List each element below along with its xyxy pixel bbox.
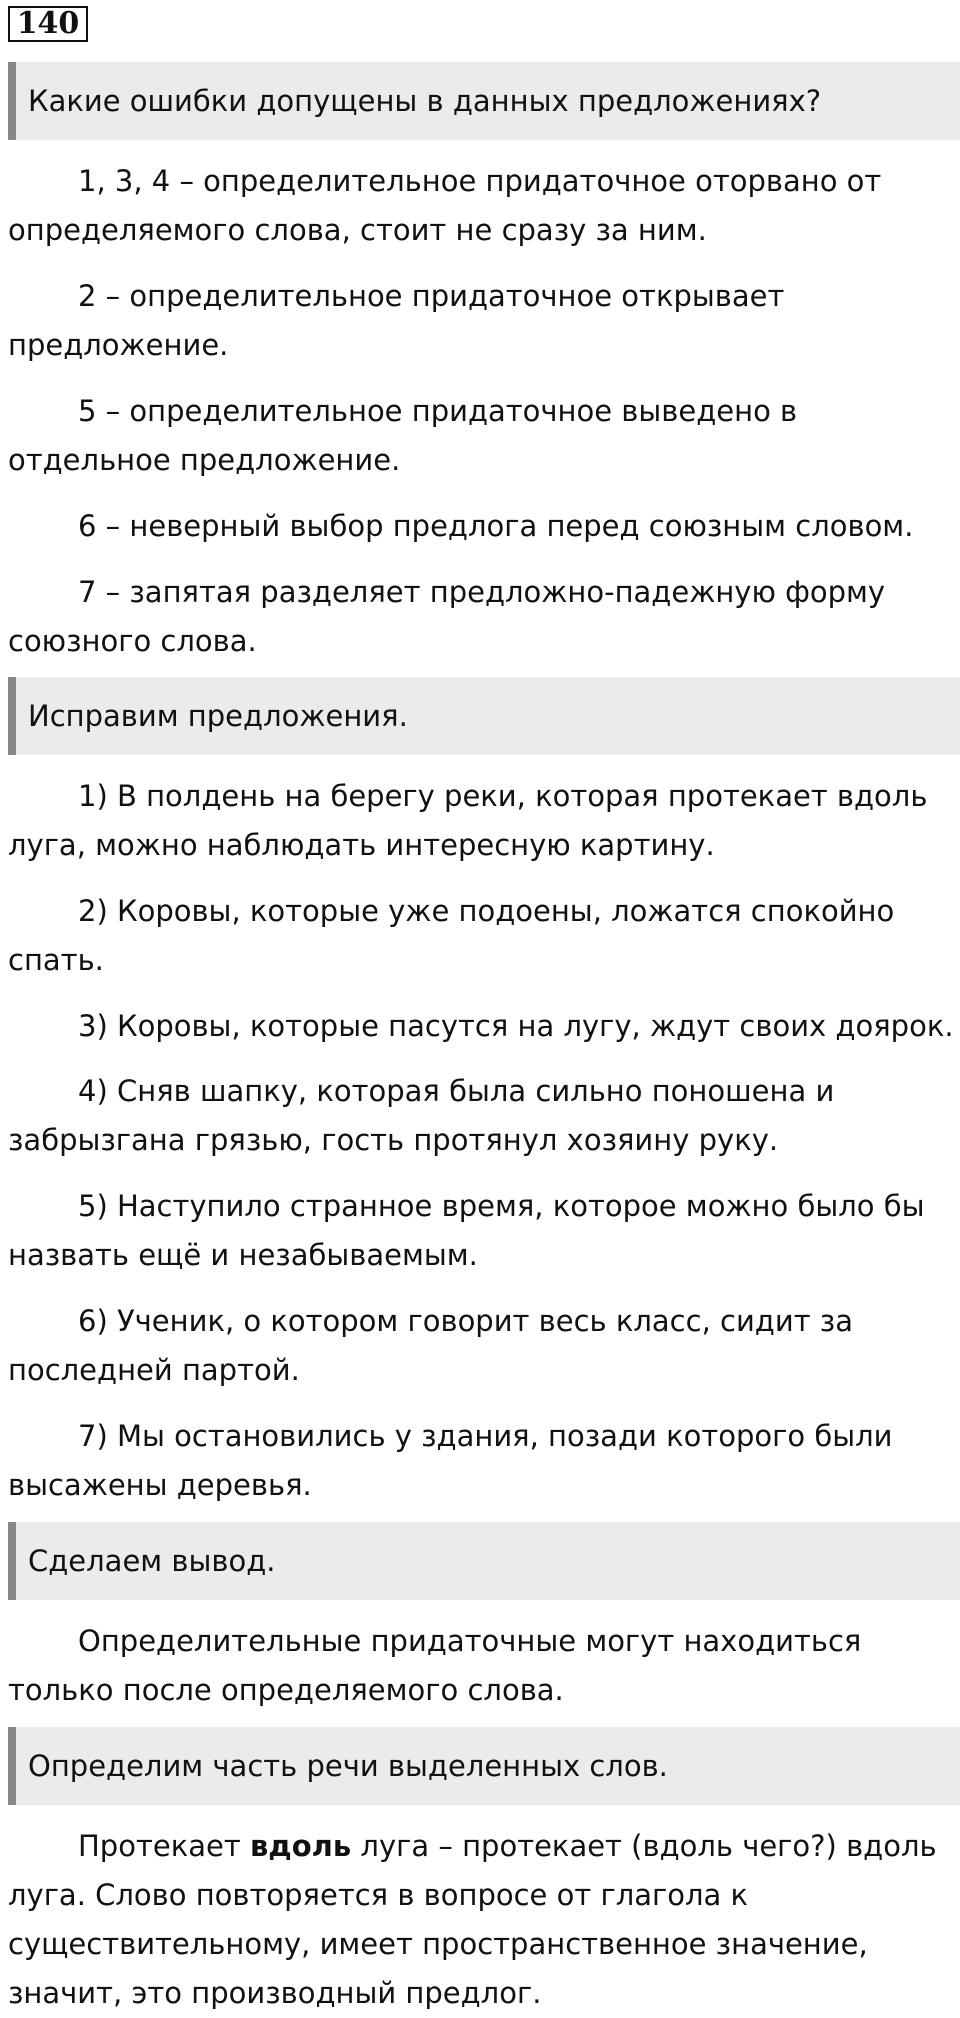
fix-item-1: 1) В полдень на берегу реки, которая протекает вдоль луга, можно наблюдать интересную картину.: [8, 779, 928, 862]
fix-item-5: 5) Наступило странное время, которое можно было бы назвать ещё и незабываемым.: [8, 1189, 925, 1272]
section-heading-errors: Какие ошибки допущены в данных предложениях?: [8, 62, 960, 140]
fix-item-3: 3) Коровы, которые пасутся на лугу, ждут своих доярок.: [78, 1009, 954, 1043]
fix-item-7: 7) Мы остановились у здания, позади которого были высажены деревья.: [8, 1419, 893, 1502]
task-number-badge: 140: [8, 6, 88, 42]
error-item-3: 5 – определительное придаточное выведено в отдельное предложение.: [8, 394, 798, 477]
error-item-2: 2 – определительное придаточное открывает предложение.: [8, 279, 785, 362]
highlighted-word: вдоль: [249, 1829, 352, 1863]
pos-text-start: Протекает: [78, 1829, 250, 1863]
pos-text-rest: луга – протекает (вдоль чего?) вдоль луга. Слово повторяется в вопросе от глагола к существительному, имеет пространственное значение, значит, это производный предлог.: [8, 1829, 937, 2010]
conclusion-text: Определительные придаточные могут находиться только после определяемого слова.: [8, 1624, 862, 1707]
error-item-1: 1, 3, 4 – определительное придаточное оторвано от определяемого слова, стоит не сразу за ним.: [8, 164, 882, 247]
section-heading-part-of-speech: Определим часть речи выделенных слов.: [8, 1727, 960, 1805]
fix-item-6: 6) Ученик, о котором говорит весь класс, сидит за последней партой.: [8, 1304, 853, 1387]
fix-item-2: 2) Коровы, которые уже подоены, ложатся спокойно спать.: [8, 894, 895, 977]
error-item-4: 6 – неверный выбор предлога перед союзным словом.: [78, 509, 914, 543]
error-item-5: 7 – запятая разделяет предложно-падежную форму союзного слова.: [8, 575, 886, 658]
fix-item-4: 4) Сняв шапку, которая была сильно поношена и забрызгана грязью, гость протянул хозяину руку.: [8, 1074, 835, 1157]
section-heading-conclusion: Сделаем вывод.: [8, 1522, 960, 1600]
part-of-speech-text: [8, 1822, 960, 2018]
section-heading-fixes: Исправим предложения.: [8, 677, 960, 755]
